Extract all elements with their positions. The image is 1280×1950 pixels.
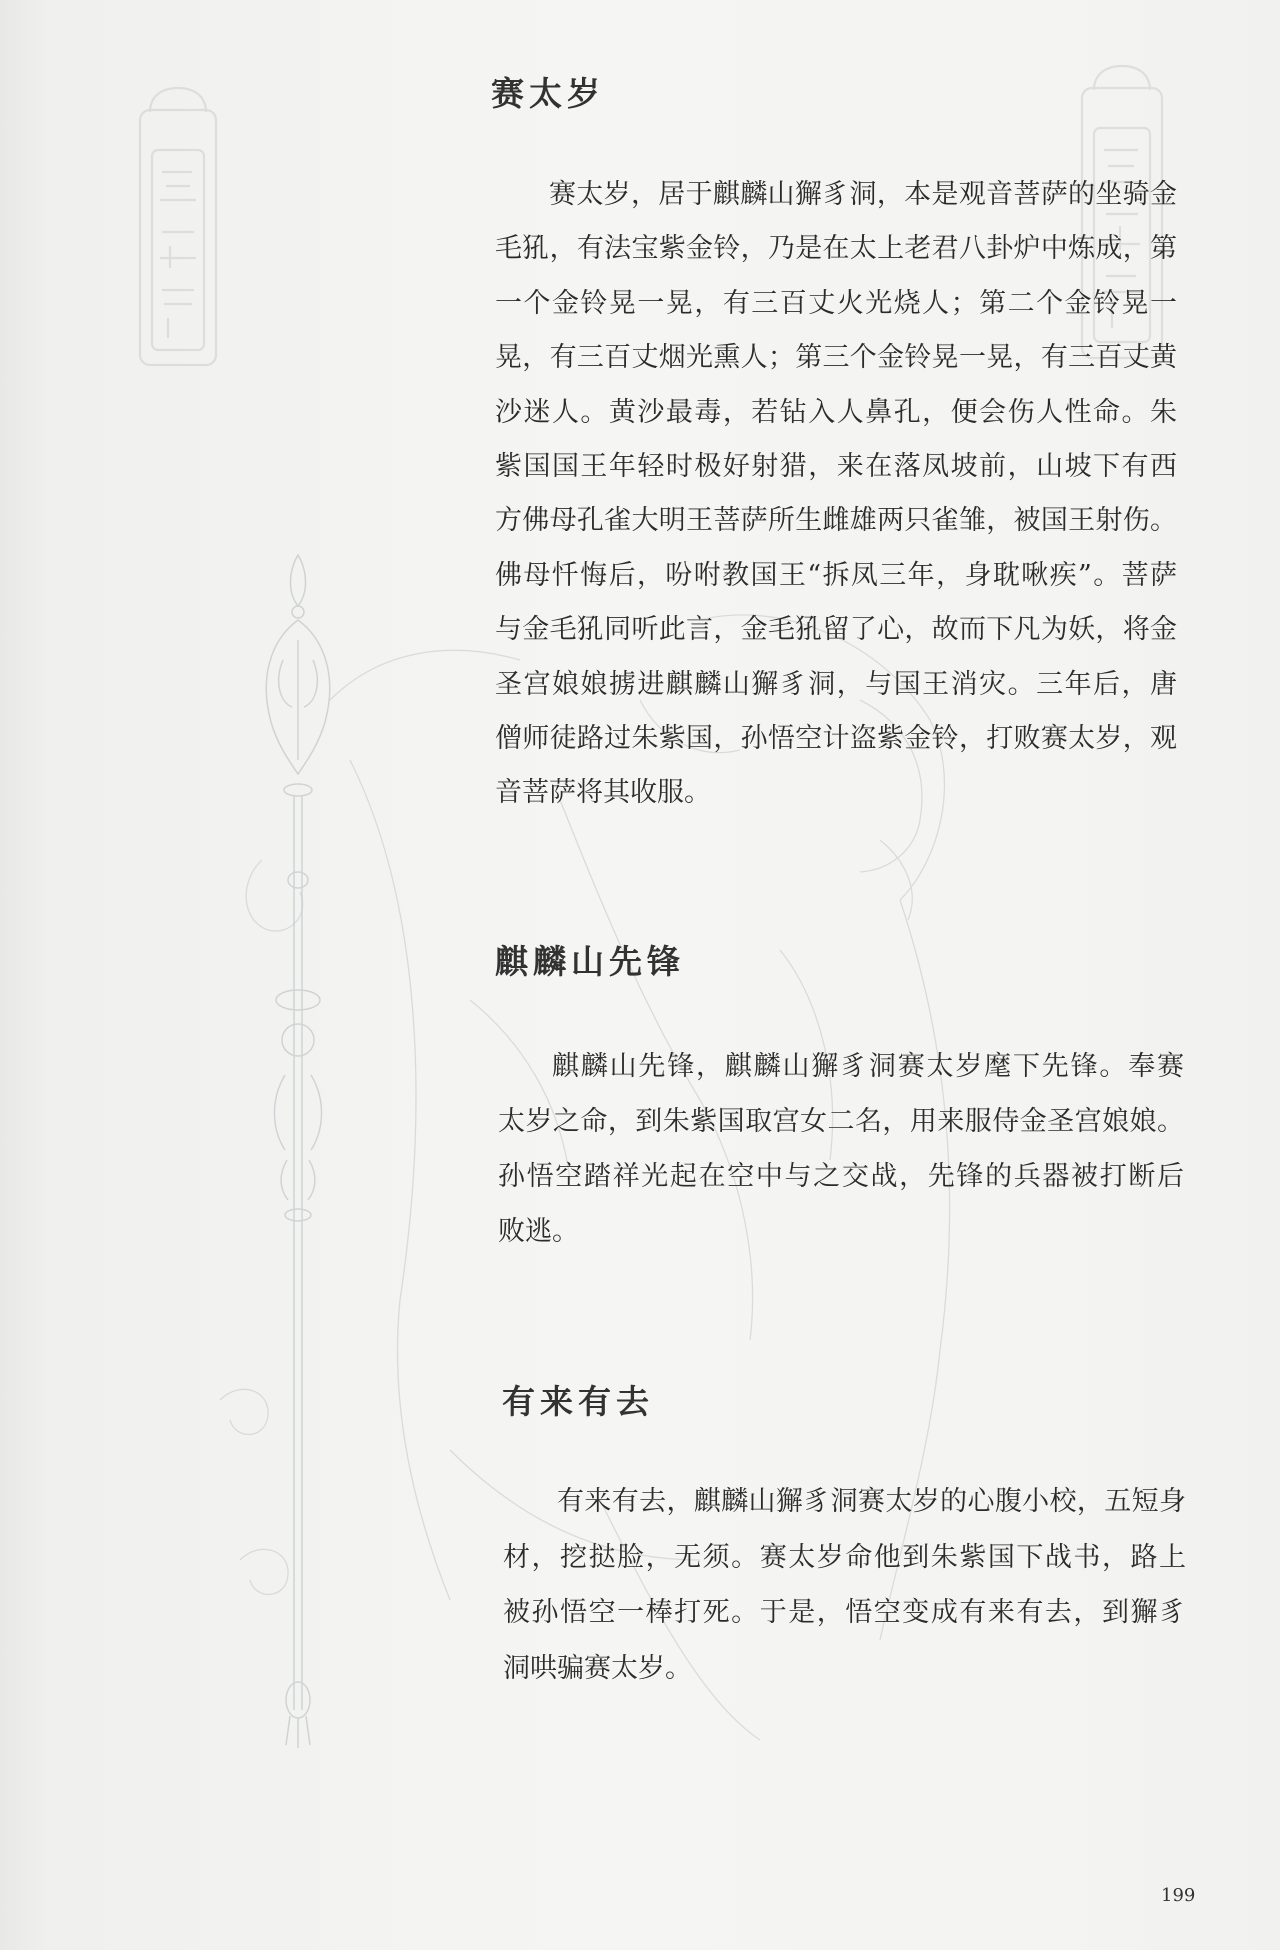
text-line: 音菩萨将其收服。 [495,777,711,809]
text-line: 有来有去，麒麟山獬豸洞赛太岁的心腹小校，五短身 [557,1486,1186,1517]
text-line: 圣宫娘娘掳进麒麟山獬豸洞，与国王消灾。三年后，唐 [495,668,1177,700]
text-line: 洞哄骗赛太岁。 [503,1652,692,1684]
text-line: 与金毛犼同听此言，金毛犼留了心，故而下凡为妖，将金 [495,614,1177,646]
section-paragraph [503,1474,1186,1696]
text-line: 麒麟山先锋，麒麟山獬豸洞赛太岁麾下先锋。奉赛 [552,1051,1184,1082]
text-line: 毛犼，有法宝紫金铃，乃是在太上老君八卦炉中炼成，第 [495,233,1177,265]
text-line: 赛太岁，居于麒麟山獬豸洞，本是观音菩萨的坐骑金 [549,179,1177,210]
section-title: 麒麟山先锋 [495,942,685,981]
text-line: 太岁之命，到朱紫国取宫女二名，用来服侍金圣宫娘娘。 [498,1106,1184,1137]
text-line: 孙悟空踏祥光起在空中与之交战，先锋的兵器被打断后 [498,1161,1184,1192]
text-line: 僧师徒路过朱紫国，孙悟空计盗紫金铃，打败赛太岁，观 [495,723,1177,755]
text-line: 紫国国王年轻时极好射猎，来在落凤坡前，山坡下有西 [495,451,1177,483]
seal-left [140,88,216,365]
scepter-sketch [266,555,329,1748]
section-title: 赛太岁 [491,74,605,113]
text-line: 方佛母孔雀大明王菩萨所生雌雄两只雀雏，被国王射伤。 [495,505,1177,537]
page-number: 199 [1161,1885,1196,1906]
text-line: 材，挖挞脸，无须。赛太岁命他到朱紫国下战书，路上 [503,1541,1186,1573]
section-title: 有来有去 [502,1382,654,1421]
text-line: 晃，有三百丈烟光熏人；第三个金铃晃一晃，有三百丈黄 [495,342,1177,374]
text-line: 佛母忏悔后，吩咐教国王“拆凤三年，身耽啾疾”。菩萨 [495,559,1177,591]
text-line: 一个金铃晃一晃，有三百丈火光烧人；第二个金铃晃一 [495,287,1177,319]
text-line: 沙迷人。黄沙最毒，若钻入人鼻孔，便会伤人性命。朱 [495,396,1177,428]
section-paragraph [495,168,1177,821]
section-paragraph [498,1039,1184,1259]
text-line: 被孙悟空一棒打死。于是，悟空变成有来有去，到獬豸 [503,1597,1186,1629]
text-line: 败逃。 [498,1216,579,1247]
